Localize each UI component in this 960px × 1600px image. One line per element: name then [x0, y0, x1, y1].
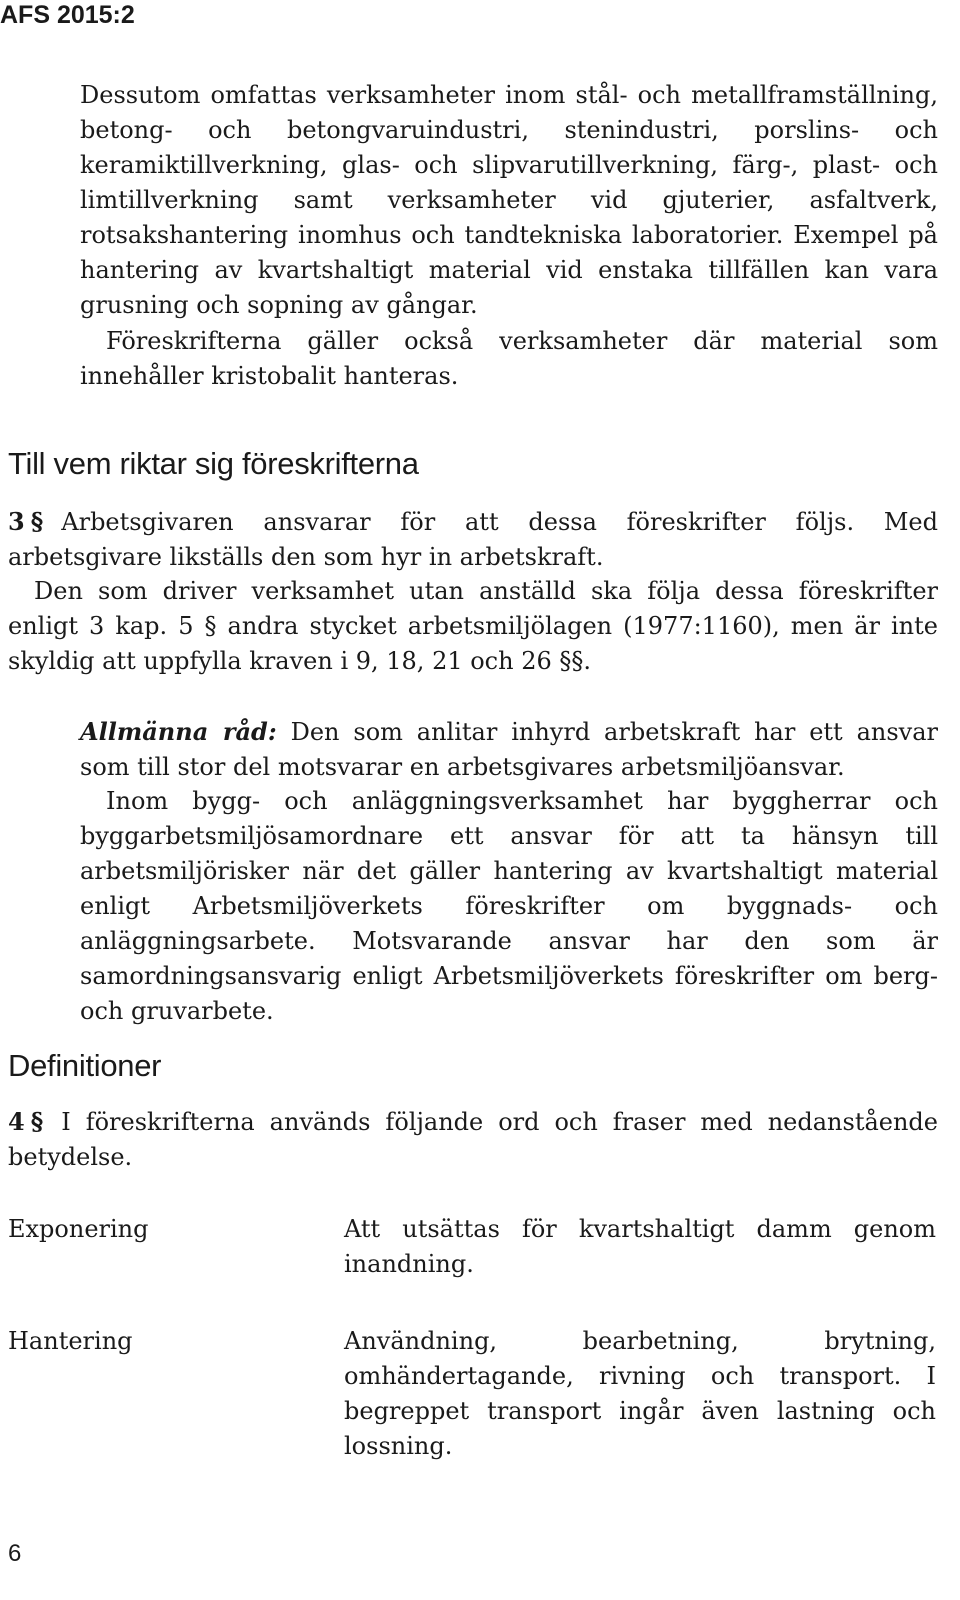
paragraph-3-text-2: Den som driver verksamhet utan anställd ska följa dessa föreskrifter enligt 3 kap. 5 § andra stycket arbetsmiljölagen (1977:1160), men är inte skyldig att uppfylla kraven i 9, 18, 21 och 26 §§. [8, 577, 938, 675]
general-advice-paragraph-2: Inom bygg- och anläggningsverksamhet har byggherrar och byggarbetsmiljösamordnare ett ansvar för att ta hänsyn till arbetsmiljörisker när det gäller hantering av kvartshaltigt material enligt Arbetsmiljöverkets föreskrifter om byggnads- och anläggningsarbete. Motsvarande ansvar har den som är samordningsansvarig enligt Arbetsmiljöverkets föreskrifter om berg- och gruvarbete. [80, 787, 938, 1025]
paragraph-4-text [8, 1104, 938, 1175]
definition-term: Exponering [8, 1215, 149, 1243]
intro-paragraph-1: Dessutom omfattas verksamheter inom stål- och metallframställning, betong- och betongvaruindustri, stenindustri, porslins- och keramiktillverkning, glas- och slipvarutillverkning, färg-, plast- och limtillverkning samt verksamheter vid gjuterier, asfaltverk, rotsakshantering inomhus och tandtekniska laboratorier. Exempel på hantering av kvartshaltigt material vid enstaka tillfällen kan vara grusning och sopning av gångar. [80, 81, 938, 319]
paragraph-4-body: I föreskrifterna används följande ord och fraser med nedanstående betydelse. [8, 1108, 938, 1171]
definition-term: Hantering [8, 1327, 133, 1355]
general-advice-body-1: Den som anlitar inhyrd arbetskraft har ett ansvar som till stor del motsvarar en arbetsgivares arbetsmiljöansvar. [80, 718, 938, 781]
general-advice-paragraph-1 [80, 714, 938, 785]
general-advice-label: Allmänna råd: [80, 717, 277, 746]
running-head: AFS 2015:2 [0, 1, 135, 29]
paragraph-3-text-1 [8, 504, 938, 575]
paragraph-sign-icon: § [30, 507, 44, 536]
intro-paragraph-2: Föreskrifterna gäller också verksamheter där material som innehåller kristobalit hanteras. [80, 327, 938, 390]
paragraph-3-body-1: Arbetsgivaren ansvarar för att dessa föreskrifter följs. Med arbetsgivare likställs den som hyr in arbetskraft. [8, 508, 938, 571]
page-number: 6 [8, 1540, 22, 1567]
definition-text: Att utsättas för kvartshaltigt damm genom inandning. [344, 1215, 936, 1278]
definition-text: Användning, bearbetning, brytning, omhändertagande, rivning och transport. I begreppet transport ingår även lastning och lossning. [344, 1327, 936, 1460]
paragraph-3-number: 3 [8, 507, 25, 536]
paragraph-4-number: 4 [8, 1107, 25, 1136]
section-heading-target: Till vem riktar sig föreskrifterna [8, 446, 419, 481]
section-heading-definitions: Definitioner [8, 1048, 162, 1083]
paragraph-sign-icon: § [30, 1107, 44, 1136]
